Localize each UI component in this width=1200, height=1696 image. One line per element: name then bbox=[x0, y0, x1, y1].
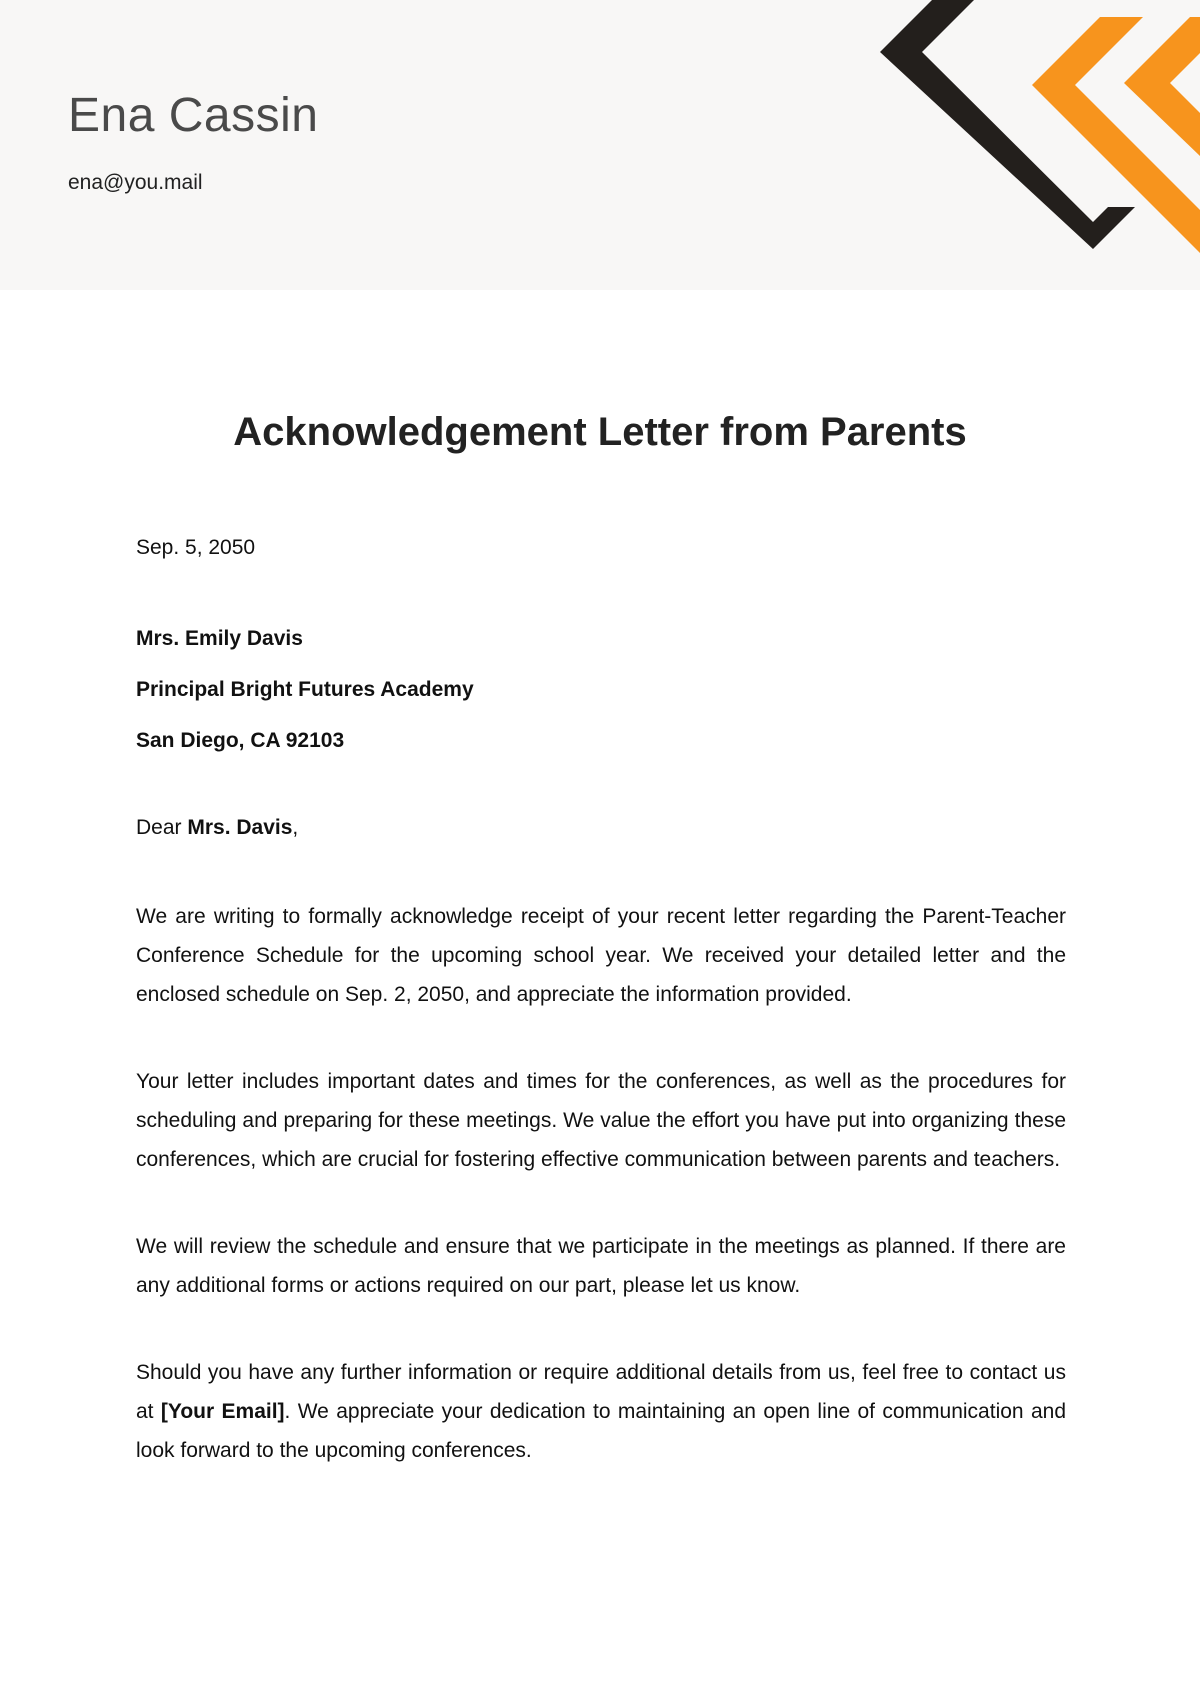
salutation-name: Mrs. Davis bbox=[187, 816, 293, 839]
paragraph-4-text-after: . We appreciate your dedication to maintaining an open line of communication and look forward to the upcoming conferences. bbox=[136, 1400, 1066, 1462]
paragraph-4-text-before: Should you have any further information or require additional details from us, feel free to contact us at bbox=[136, 1361, 1066, 1423]
paragraph-4 bbox=[136, 1353, 1066, 1470]
contact-email-placeholder: [Your Email] bbox=[160, 1400, 285, 1423]
paragraph-2: Your letter includes important dates and times for the conferences, as well as the procedures for scheduling and preparing for these meetings. We value the effort you have put into organizing these conferences, which are crucial for fostering effective communication between parents and teachers. bbox=[136, 1070, 1066, 1171]
salutation bbox=[136, 808, 1066, 847]
decorative-chevrons bbox=[880, 0, 1200, 290]
letter-date: Sep. 5, 2050 bbox=[136, 536, 256, 559]
sender-name: Ena Cassin bbox=[68, 89, 319, 142]
salutation-prefix: Dear bbox=[136, 816, 188, 839]
paragraph-1: We are writing to formally acknowledge receipt of your recent letter regarding the Parent-Teacher Conference Schedule for the upcoming school year. We received your detailed letter and the enclosed schedule on Sep. 2, 2050, and appreciate the information provided. bbox=[136, 905, 1066, 1006]
recipient-block bbox=[136, 619, 1066, 760]
recipient-name: Mrs. Emily Davis bbox=[136, 627, 303, 650]
orange-chevron-small-shape bbox=[1124, 17, 1200, 156]
recipient-address: San Diego, CA 92103 bbox=[136, 729, 345, 752]
sender-email: ena@you.mail bbox=[68, 171, 203, 194]
paragraph-3: We will review the schedule and ensure that we participate in the meetings as planned. If there are any additional forms or actions required on our part, please let us know. bbox=[136, 1235, 1066, 1297]
salutation-suffix: , bbox=[292, 816, 299, 839]
letterhead bbox=[0, 0, 1200, 290]
recipient-title: Principal Bright Futures Academy bbox=[136, 678, 474, 701]
letter-title: Acknowledgement Letter from Parents bbox=[233, 410, 967, 454]
letter-body bbox=[136, 528, 1066, 1470]
